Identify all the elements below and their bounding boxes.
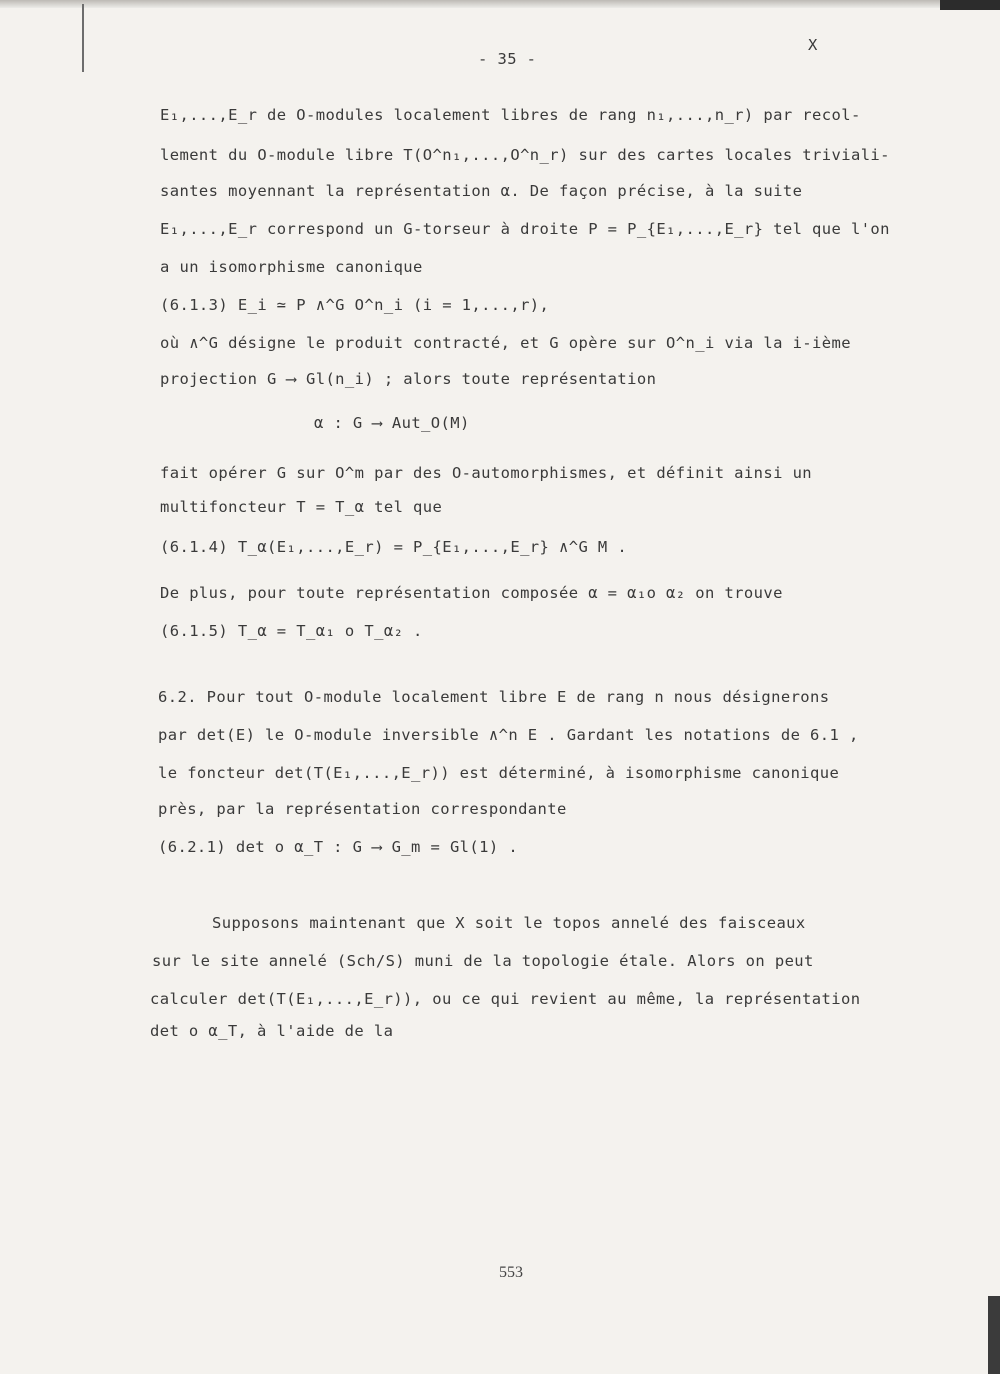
- equation-6-1-4: (6.1.4) T_α(E₁,...,E_r) = P_{E₁,...,E_r} ∧^G M .: [160, 538, 628, 556]
- text-line-13: le foncteur det(T(E₁,...,E_r)) est déterminé, à isomorphisme canonique: [158, 764, 840, 782]
- text-line-8: fait opérer G sur O^m par des O-automorphismes, et définit ainsi un: [160, 464, 813, 482]
- section-6-2-line-1: 6.2. Pour tout O-module localement libre E de rang n nous désignerons: [158, 688, 830, 706]
- scan-shadow-bottom: [988, 1296, 1000, 1374]
- text-line-4: E₁,...,E_r correspond un G-torseur à droite P = P_{E₁,...,E_r} tel que l'on: [160, 220, 890, 238]
- text-line-14: près, par la représentation correspondante: [158, 800, 567, 818]
- text-line-3: santes moyennant la représentation α. De façon précise, à la suite: [160, 182, 803, 200]
- page-top-edge: [0, 0, 1000, 8]
- text-line-6: où ∧^G désigne le produit contracté, et G opère sur O^n_i via la i-ième: [160, 334, 851, 352]
- paragraph-line-3: calculer det(T(E₁,...,E_r)), ou ce qui revient au même, la représentation: [150, 990, 861, 1008]
- equation-alpha: α : G ⟶ Aut_O(M): [314, 414, 470, 432]
- text-line-10: De plus, pour toute représentation composée α = α₁o α₂ on trouve: [160, 584, 783, 602]
- equation-6-1-3: (6.1.3) E_i ≃ P ∧^G O^n_i (i = 1,...,r),: [160, 296, 550, 314]
- text-line-7: projection G ⟶ Gl(n_i) ; alors toute représentation: [160, 370, 657, 388]
- scan-shadow: [940, 0, 1000, 10]
- chapter-mark: X: [808, 36, 818, 54]
- text-line-5: a un isomorphisme canonique: [160, 258, 423, 276]
- paragraph-line-2: sur le site annelé (Sch/S) muni de la topologie étale. Alors on peut: [152, 952, 814, 970]
- page-number: - 35 -: [478, 50, 537, 68]
- folio-number: 553: [499, 1264, 523, 1281]
- equation-6-2-1: (6.2.1) det o α_T : G ⟶ G_m = Gl(1) .: [158, 838, 519, 856]
- equation-6-1-5: (6.1.5) T_α = T_α₁ o T_α₂ .: [160, 622, 423, 640]
- binder-mark: [82, 4, 84, 72]
- text-line-9: multifoncteur T = T_α tel que: [160, 498, 443, 516]
- text-line-1: E₁,...,E_r de O-modules localement libres de rang n₁,...,n_r) par recol-: [160, 106, 861, 124]
- text-line-12: par det(E) le O-module inversible ∧^n E . Gardant les notations de 6.1 ,: [158, 726, 859, 744]
- paragraph-line-1: Supposons maintenant que X soit le topos annelé des faisceaux: [212, 914, 806, 932]
- paragraph-line-4: det o α_T, à l'aide de la: [150, 1022, 394, 1040]
- text-line-2: lement du O-module libre T(O^n₁,...,O^n_r) sur des cartes locales triviali-: [160, 146, 890, 164]
